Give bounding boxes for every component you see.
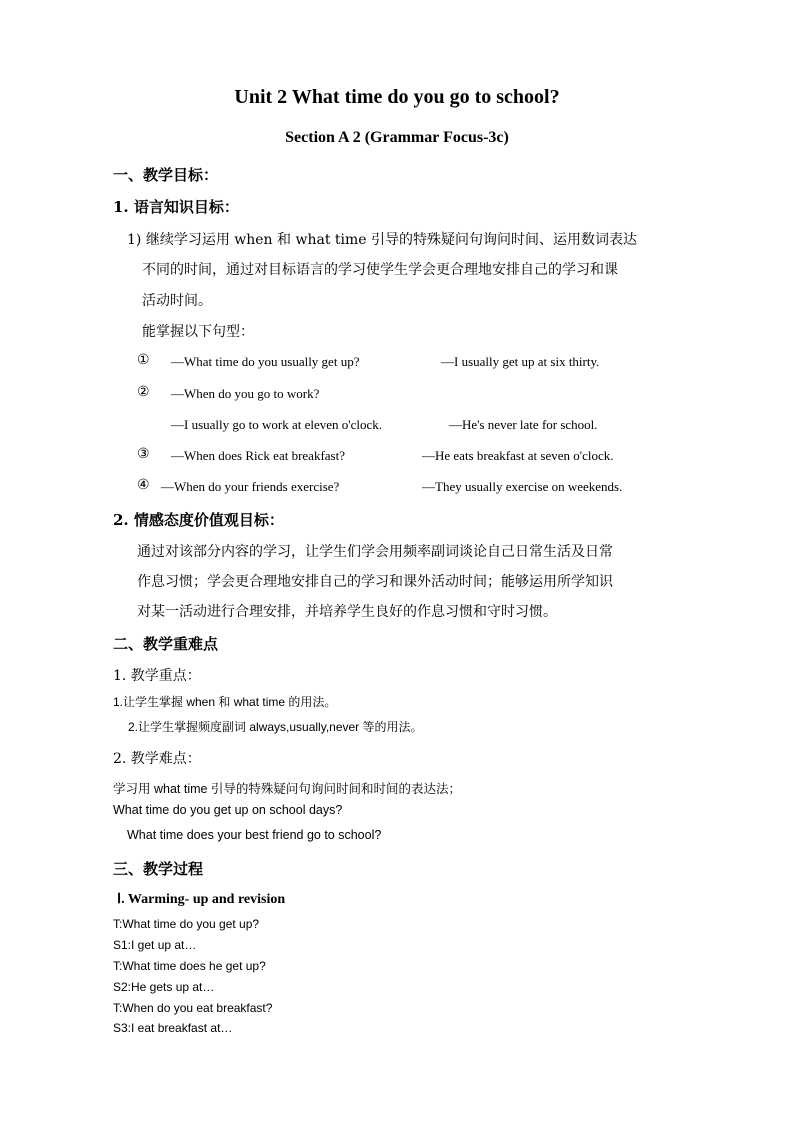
sentence-answer: —He eats breakfast at seven o'clock. — [422, 448, 614, 463]
emotional-paragraph-line: 对某一活动进行合理安排，并培养学生良好的作息习惯和守时习惯。 — [137, 604, 557, 620]
difficult-point-item: What time do you get up on school days? — [113, 803, 343, 817]
dialogue-line: T:What time does he get up? — [113, 959, 266, 973]
dialogue-line: T:When do you eat breakfast? — [113, 1001, 273, 1015]
heading-teaching-process: 三、教学过程 — [113, 860, 204, 878]
sentence-answer: —I usually go to work at eleven o'clock. — [171, 417, 383, 432]
sentence-number: ② — [137, 384, 150, 400]
sentence-answer: —He's never late for school. — [449, 417, 598, 432]
step-heading: Ⅰ. Warming- up and revision — [117, 892, 286, 907]
key-point-item: 1.让学生掌握 when 和 what time 的用法。 — [113, 695, 337, 709]
dialogue-line: T:What time do you get up? — [113, 917, 260, 931]
sentence-answer: —I usually get up at six thirty. — [441, 354, 600, 369]
dialogue-line: S1:I get up at… — [113, 938, 197, 952]
sentence-answer: —They usually exercise on weekends. — [422, 479, 623, 494]
objective-paragraph-line: 不同的时间，通过对目标语言的学习使学生学会更合理地安排自己的学习和课 — [142, 262, 618, 278]
sentence-number: ① — [137, 352, 150, 368]
dialogue-line: S3:I eat breakfast at… — [113, 1021, 233, 1035]
sentence-patterns-label: 能掌握以下句型： — [142, 324, 254, 340]
sentence-question: —What time do you usually get up? — [171, 354, 360, 369]
section-subtitle: Section A 2 (Grammar Focus-3c) — [285, 129, 509, 146]
heading-language-knowledge: 1. 语言知识目标： — [113, 198, 239, 216]
objective-paragraph-line: 1) 继续学习运用 when 和 what time 引导的特殊疑问句询问时间、运用数词表达 — [127, 232, 638, 248]
page-title: Unit 2 What time do you go to school? — [234, 86, 560, 108]
dialogue-line: S2:He gets up at… — [113, 980, 215, 994]
difficult-point-item: What time does your best friend go to school? — [127, 828, 382, 842]
sentence-question: —When do you go to work? — [171, 386, 320, 401]
heading-teaching-objectives: 一、教学目标： — [113, 166, 219, 184]
difficult-points-label: 2. 教学难点： — [113, 751, 201, 767]
heading-key-difficult-points: 二、教学重难点 — [113, 635, 219, 653]
sentence-question: —When does Rick eat breakfast? — [171, 448, 345, 463]
difficult-point-item: 学习用 what time 引导的特殊疑问句询问时间和时间的表达法； — [113, 782, 461, 796]
sentence-number: ④ — [137, 477, 150, 493]
key-points-label: 1. 教学重点： — [113, 668, 201, 684]
emotional-paragraph-line: 通过对该部分内容的学习，让学生们学会用频率副词谈论自己日常生活及日常 — [137, 544, 613, 560]
objective-paragraph-line: 活动时间。 — [142, 293, 212, 309]
key-point-item: 2.让学生掌握频度副词 always,usually,never 等的用法。 — [128, 720, 423, 734]
sentence-number: ③ — [137, 446, 150, 462]
sentence-question: —When do your friends exercise? — [161, 479, 340, 494]
emotional-paragraph-line: 作息习惯；学会更合理地安排自己的学习和课外活动时间；能够运用所学知识 — [137, 574, 613, 590]
heading-emotional-objectives: 2. 情感态度价值观目标： — [113, 511, 284, 529]
